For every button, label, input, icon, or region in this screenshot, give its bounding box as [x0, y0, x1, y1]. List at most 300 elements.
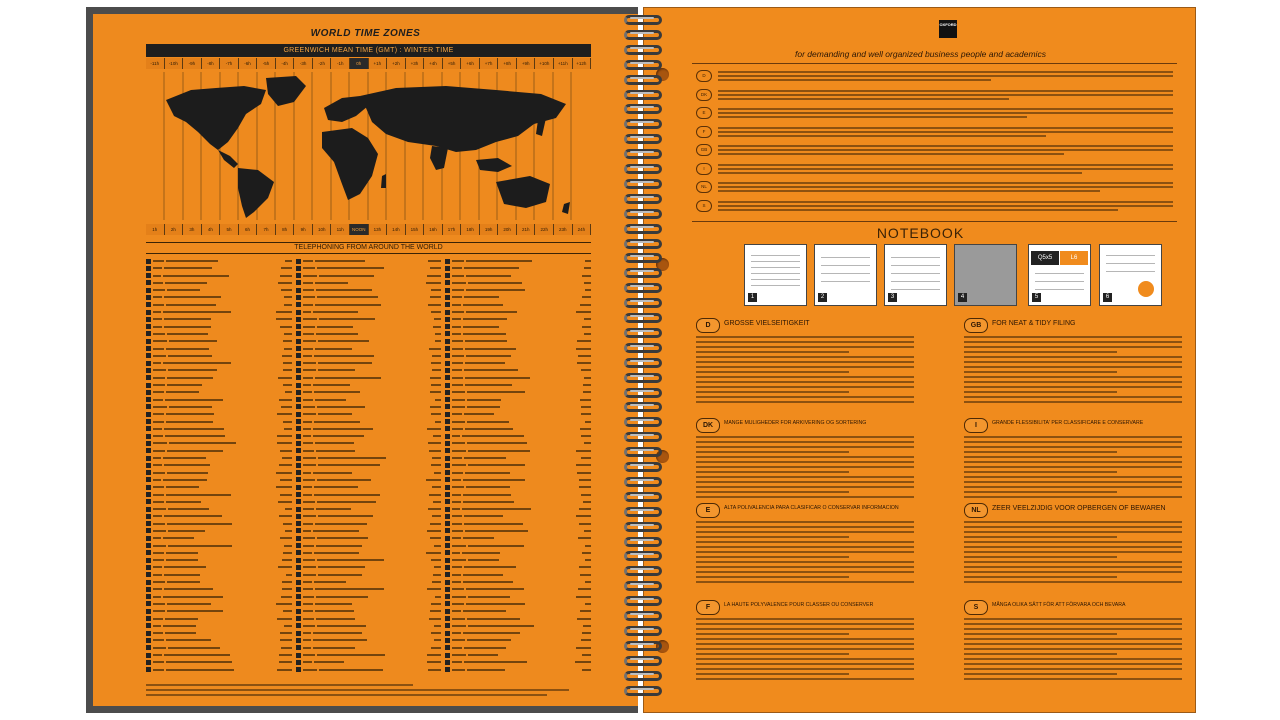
- directory-row: [296, 667, 442, 673]
- directory-row: [445, 353, 591, 359]
- offset-cell: +6h: [461, 58, 480, 69]
- directory-row: [445, 594, 591, 600]
- offset-cell: +12h: [573, 58, 592, 69]
- hour-cell: 18h: [461, 224, 480, 235]
- directory-row: [296, 543, 442, 549]
- directory-row: [296, 535, 442, 541]
- offset-cell: -9h: [183, 58, 202, 69]
- directory-row: [296, 572, 442, 578]
- language-pill: D: [696, 318, 720, 333]
- directory-row: [296, 316, 442, 322]
- directory-row: [296, 411, 442, 417]
- directory-row: [146, 543, 292, 549]
- directory-row: [445, 360, 591, 366]
- directory-row: [445, 375, 591, 381]
- directory-row: [146, 623, 292, 629]
- directory-row: [296, 623, 442, 629]
- directory-row: [296, 258, 442, 264]
- directory-row: [146, 338, 292, 344]
- offset-cell: +4h: [424, 58, 443, 69]
- offset-cell: -1h: [331, 58, 350, 69]
- hour-cell: 19h: [480, 224, 499, 235]
- spiral-ring: [614, 686, 674, 699]
- spiral-ring: [614, 477, 674, 490]
- hour-cell: 2h: [165, 224, 184, 235]
- directory-row: [146, 499, 292, 505]
- directory-row: [296, 616, 442, 622]
- directory-row: [296, 594, 442, 600]
- directory-row: [445, 302, 591, 308]
- directory-row: [445, 331, 591, 337]
- directory-row: [296, 579, 442, 585]
- directory-row: [296, 382, 442, 388]
- spiral-ring: [614, 462, 674, 475]
- intro-language-block: [696, 126, 1176, 140]
- language-badge: I: [696, 163, 712, 175]
- directory-row: [296, 630, 442, 636]
- directory-row: [296, 557, 442, 563]
- directory-row: [146, 550, 292, 556]
- directory-row: [146, 419, 292, 425]
- directory-row: [445, 535, 591, 541]
- feature-thumb-1: 1: [744, 244, 807, 306]
- directory-row: [445, 608, 591, 614]
- language-pill: S: [964, 600, 988, 615]
- directory-row: [296, 484, 442, 490]
- spiral-ring: [614, 358, 674, 371]
- feature-header: [964, 418, 1189, 432]
- feature-paragraph: [696, 618, 914, 683]
- directory-row: [296, 419, 442, 425]
- feature-header-title: LA HAUTE POLYVALENCE POUR CLASSER OU CONSERVER: [724, 602, 874, 608]
- directory-row: [445, 367, 591, 373]
- directory-row: [445, 287, 591, 293]
- spiral-ring: [614, 388, 674, 401]
- feature-header-title: MÅNGA OLIKA SÄTT FÖR ATT FÖRVARA OCH BEVARA: [992, 602, 1126, 608]
- directory-row: [146, 258, 292, 264]
- directory-row: [445, 652, 591, 658]
- spiral-ring: [614, 134, 674, 147]
- directory-row: [296, 492, 442, 498]
- directory-row: [146, 273, 292, 279]
- directory-row: [296, 608, 442, 614]
- directory-row: [146, 309, 292, 315]
- hour-cell: 21h: [517, 224, 536, 235]
- offset-cell: -4h: [276, 58, 295, 69]
- feature-paragraph: [964, 521, 1182, 586]
- hour-cell: 5h: [220, 224, 239, 235]
- hour-cell: 24h: [573, 224, 592, 235]
- spiral-ring: [614, 671, 674, 684]
- spiral-ring: [614, 432, 674, 445]
- offset-cell: +3h: [406, 58, 425, 69]
- hour-cell: 13h: [369, 224, 388, 235]
- directory-row: [146, 652, 292, 658]
- offset-cell: 0h: [350, 58, 369, 69]
- offset-cell: +11h: [554, 58, 573, 69]
- spiral-ring: [614, 194, 674, 207]
- divider: [692, 63, 1177, 64]
- offset-cell: +7h: [480, 58, 499, 69]
- directory-row: [296, 353, 442, 359]
- directory-column: [296, 258, 442, 678]
- offset-cell: -8h: [202, 58, 221, 69]
- feature-thumb-6: 6: [1099, 244, 1162, 306]
- directory-row: [296, 360, 442, 366]
- spiral-ring: [614, 45, 674, 58]
- directory-row: [445, 564, 591, 570]
- directory-row: [146, 535, 292, 541]
- directory-column: [146, 258, 292, 678]
- directory-row: [445, 338, 591, 344]
- directory-row: [146, 601, 292, 607]
- directory-row: [445, 389, 591, 395]
- spiral-ring: [614, 402, 674, 415]
- tagline: for demanding and well organized business people and academics: [795, 49, 1046, 59]
- hour-cell: 6h: [239, 224, 258, 235]
- feature-header: [964, 318, 1189, 332]
- feature-paragraph: [696, 521, 914, 586]
- directory-row: [296, 637, 442, 643]
- directory-row: [445, 433, 591, 439]
- hour-cell: NOON: [350, 224, 369, 235]
- hour-cell: 3h: [183, 224, 202, 235]
- directory-row: [146, 433, 292, 439]
- offset-cell: -5h: [257, 58, 276, 69]
- directory-row: [445, 543, 591, 549]
- spiral-ring: [614, 328, 674, 341]
- language-pill: F: [696, 600, 720, 615]
- notebook-title: NOTEBOOK: [876, 225, 965, 241]
- spiral-ring: [614, 611, 674, 624]
- offset-cell: +2h: [387, 58, 406, 69]
- hour-cell: 8h: [276, 224, 295, 235]
- directory-row: [445, 258, 591, 264]
- timezone-offsets-row: [146, 58, 591, 69]
- directory-row: [146, 572, 292, 578]
- spiral-ring: [614, 298, 674, 311]
- feature-paragraph: [964, 336, 1182, 406]
- directory-row: [146, 513, 292, 519]
- spiral-ring: [614, 537, 674, 550]
- directory-row: [146, 440, 292, 446]
- directory-row: [445, 426, 591, 432]
- directory-row: [146, 608, 292, 614]
- directory-row: [445, 309, 591, 315]
- directory-row: [146, 586, 292, 592]
- directory-row: [445, 273, 591, 279]
- directory-row: [296, 309, 442, 315]
- directory-row: [146, 667, 292, 673]
- directory-row: [445, 586, 591, 592]
- directory-row: [296, 346, 442, 352]
- directory-row: [296, 367, 442, 373]
- feature-paragraph: [696, 436, 914, 501]
- directory-row: [146, 557, 292, 563]
- directory-row: [296, 645, 442, 651]
- spiral-ring: [614, 447, 674, 460]
- language-badge: GB: [696, 144, 712, 156]
- directory-row: [296, 455, 442, 461]
- directory-row: [146, 630, 292, 636]
- language-badge: D: [696, 70, 712, 82]
- directory-row: [296, 506, 442, 512]
- directory-row: [445, 492, 591, 498]
- hour-cell: 16h: [424, 224, 443, 235]
- directory-row: [146, 382, 292, 388]
- feature-header-title: ZEER VEELZIJDIG VOOR OPBERGEN OF BEWAREN: [992, 505, 1166, 512]
- directory-row: [296, 294, 442, 300]
- directory-row: [445, 440, 591, 446]
- offset-cell: -6h: [239, 58, 258, 69]
- offset-cell: +8h: [498, 58, 517, 69]
- directory-row: [146, 265, 292, 271]
- directory-row: [445, 667, 591, 673]
- spiral-ring: [614, 104, 674, 117]
- directory-row: [445, 382, 591, 388]
- feature-paragraph: [964, 436, 1182, 501]
- hour-cell: 23h: [554, 224, 573, 235]
- directory-row: [296, 586, 442, 592]
- directory-row: [296, 550, 442, 556]
- directory-row: [445, 411, 591, 417]
- directory-row: [445, 521, 591, 527]
- directory-row: [146, 397, 292, 403]
- directory-row: [146, 287, 292, 293]
- offset-cell: +5h: [443, 58, 462, 69]
- directory-row: [296, 564, 442, 570]
- spiral-ring: [614, 566, 674, 579]
- directory-row: [445, 484, 591, 490]
- directory-row: [445, 404, 591, 410]
- directory-row: [445, 470, 591, 476]
- directory-row: [445, 557, 591, 563]
- spiral-ring: [614, 283, 674, 296]
- language-badge: NL: [696, 181, 712, 193]
- directory-row: [445, 499, 591, 505]
- intro-language-block: [696, 181, 1176, 195]
- directory-row: [445, 280, 591, 286]
- spiral-ring: [614, 641, 674, 654]
- spiral-ring: [614, 313, 674, 326]
- intro-language-block: [696, 107, 1176, 121]
- hour-cell: 10h: [313, 224, 332, 235]
- directory-row: [146, 411, 292, 417]
- directory-row: [296, 404, 442, 410]
- offset-cell: -2h: [313, 58, 332, 69]
- spiral-ring: [614, 30, 674, 43]
- directory-row: [445, 623, 591, 629]
- language-pill: NL: [964, 503, 988, 518]
- notebook: [86, 7, 1196, 713]
- feature-header: [964, 600, 1189, 614]
- directory-row: [445, 645, 591, 651]
- directory-row: [146, 324, 292, 330]
- offset-cell: -11h: [146, 58, 165, 69]
- directory-row: [296, 521, 442, 527]
- directory-row: [445, 346, 591, 352]
- directory-column: [445, 258, 591, 678]
- offset-cell: -7h: [220, 58, 239, 69]
- feature-header-title: GROSSE VIELSEITIGKEIT: [724, 320, 810, 327]
- offset-cell: +9h: [517, 58, 536, 69]
- directory-row: [296, 397, 442, 403]
- world-map: [146, 72, 591, 220]
- spiral-ring: [614, 507, 674, 520]
- directory-row: [296, 448, 442, 454]
- directory-row: [445, 630, 591, 636]
- directory-row: [445, 506, 591, 512]
- directory-row: [146, 294, 292, 300]
- directory-row: [146, 375, 292, 381]
- directory-row: [146, 564, 292, 570]
- spiral-ring: [614, 239, 674, 252]
- directory-row: [146, 316, 292, 322]
- directory-row: [146, 594, 292, 600]
- directory-row: [296, 302, 442, 308]
- directory-row: [146, 448, 292, 454]
- directory-row: [146, 367, 292, 373]
- feature-thumb-3: 3: [884, 244, 947, 306]
- intro-language-block: [696, 70, 1176, 84]
- gmt-bar: GREENWICH MEAN TIME (GMT) : WINTER TIME: [146, 44, 591, 57]
- hour-cell: 4h: [202, 224, 221, 235]
- divider: [692, 221, 1177, 222]
- directory-row: [445, 637, 591, 643]
- directory-row: [146, 521, 292, 527]
- directory-row: [445, 579, 591, 585]
- feature-thumb-2: 2: [814, 244, 877, 306]
- directory-row: [296, 324, 442, 330]
- directory-row: [296, 375, 442, 381]
- directory-row: [146, 645, 292, 651]
- feature-header-title: FOR NEAT & TIDY FILING: [992, 320, 1076, 327]
- hour-cell: 7h: [257, 224, 276, 235]
- hour-cell: 17h: [443, 224, 462, 235]
- hours-row: [146, 224, 591, 235]
- spiral-ring: [614, 626, 674, 639]
- intro-language-block: [696, 144, 1176, 158]
- feature-header: [696, 418, 921, 432]
- feature-header-title: ALTA POLIVALENCIA PARA CLASIFICAR O CONSERVAR INFORMACION: [724, 505, 899, 511]
- spiral-ring: [614, 60, 674, 73]
- feature-thumb-5: Q5x5 L6 5: [1028, 244, 1091, 306]
- spiral-ring: [614, 224, 674, 237]
- directory-row: [445, 659, 591, 665]
- directory-row: [296, 331, 442, 337]
- spiral-ring: [614, 551, 674, 564]
- directory-row: [146, 579, 292, 585]
- directory-footnotes: [146, 684, 591, 700]
- directory-row: [296, 338, 442, 344]
- directory-row: [445, 462, 591, 468]
- spiral-ring: [614, 656, 674, 669]
- hour-cell: 11h: [331, 224, 350, 235]
- directory-row: [146, 492, 292, 498]
- spiral-ring: [614, 492, 674, 505]
- directory-row: [296, 389, 442, 395]
- directory-row: [146, 280, 292, 286]
- hour-cell: 15h: [406, 224, 425, 235]
- hour-cell: 22h: [535, 224, 554, 235]
- directory-row: [296, 426, 442, 432]
- directory-row: [146, 455, 292, 461]
- directory-row: [146, 331, 292, 337]
- directory-row: [296, 273, 442, 279]
- directory-row: [146, 404, 292, 410]
- world-time-zones-title: WORLD TIME ZONES: [310, 28, 421, 39]
- directory-row: [445, 265, 591, 271]
- intro-language-block: [696, 200, 1176, 214]
- directory-row: [445, 513, 591, 519]
- directory-row: [445, 550, 591, 556]
- directory-row: [146, 659, 292, 665]
- directory-row: [296, 287, 442, 293]
- telephoning-title: TELEPHONING FROM AROUND THE WORLD: [146, 242, 591, 254]
- directory-row: [146, 484, 292, 490]
- directory-row: [146, 353, 292, 359]
- directory-row: [296, 528, 442, 534]
- spiral-ring: [614, 164, 674, 177]
- directory-row: [146, 389, 292, 395]
- spiral-ring: [614, 15, 674, 28]
- feature-paragraph: [696, 336, 914, 406]
- feature-header-title: MANGE MULIGHEDER FOR ARKIVERING OG SORTERING: [724, 420, 867, 426]
- language-badge: E: [696, 107, 712, 119]
- directory-row: [296, 659, 442, 665]
- directory-row: [445, 616, 591, 622]
- directory-row: [445, 528, 591, 534]
- directory-row: [146, 637, 292, 643]
- spiral-ring: [614, 596, 674, 609]
- directory-row: [445, 324, 591, 330]
- spiral-ring: [614, 268, 674, 281]
- language-pill: I: [964, 418, 988, 433]
- language-pill: GB: [964, 318, 988, 333]
- feature-header-title: GRANDE FLESSIBILITA' PER CLASSIFICARE E CONSERVARE: [992, 420, 1144, 426]
- directory-row: [445, 316, 591, 322]
- feature-header: [696, 503, 921, 517]
- directory-row: [296, 477, 442, 483]
- spiral-ring: [614, 253, 674, 266]
- directory-row: [296, 265, 442, 271]
- directory-row: [296, 601, 442, 607]
- intro-language-block: [696, 89, 1176, 103]
- hour-cell: 1h: [146, 224, 165, 235]
- directory-row: [146, 528, 292, 534]
- language-badge: F: [696, 126, 712, 138]
- directory-row: [146, 506, 292, 512]
- directory-row: [146, 462, 292, 468]
- directory-row: [296, 513, 442, 519]
- directory-row: [445, 477, 591, 483]
- intro-language-block: [696, 163, 1176, 177]
- oxford-logo: OXFORD: [939, 20, 957, 38]
- spiral-ring: [614, 119, 674, 132]
- directory-row: [296, 280, 442, 286]
- language-pill: E: [696, 503, 720, 518]
- directory-row: [146, 477, 292, 483]
- spiral-ring: [614, 179, 674, 192]
- directory-row: [296, 462, 442, 468]
- feature-header: [696, 318, 921, 332]
- directory-row: [146, 302, 292, 308]
- left-page: [86, 7, 638, 713]
- language-badge: S: [696, 200, 712, 212]
- right-page: [643, 7, 1196, 713]
- spiral-ring: [614, 209, 674, 222]
- offset-cell: -3h: [294, 58, 313, 69]
